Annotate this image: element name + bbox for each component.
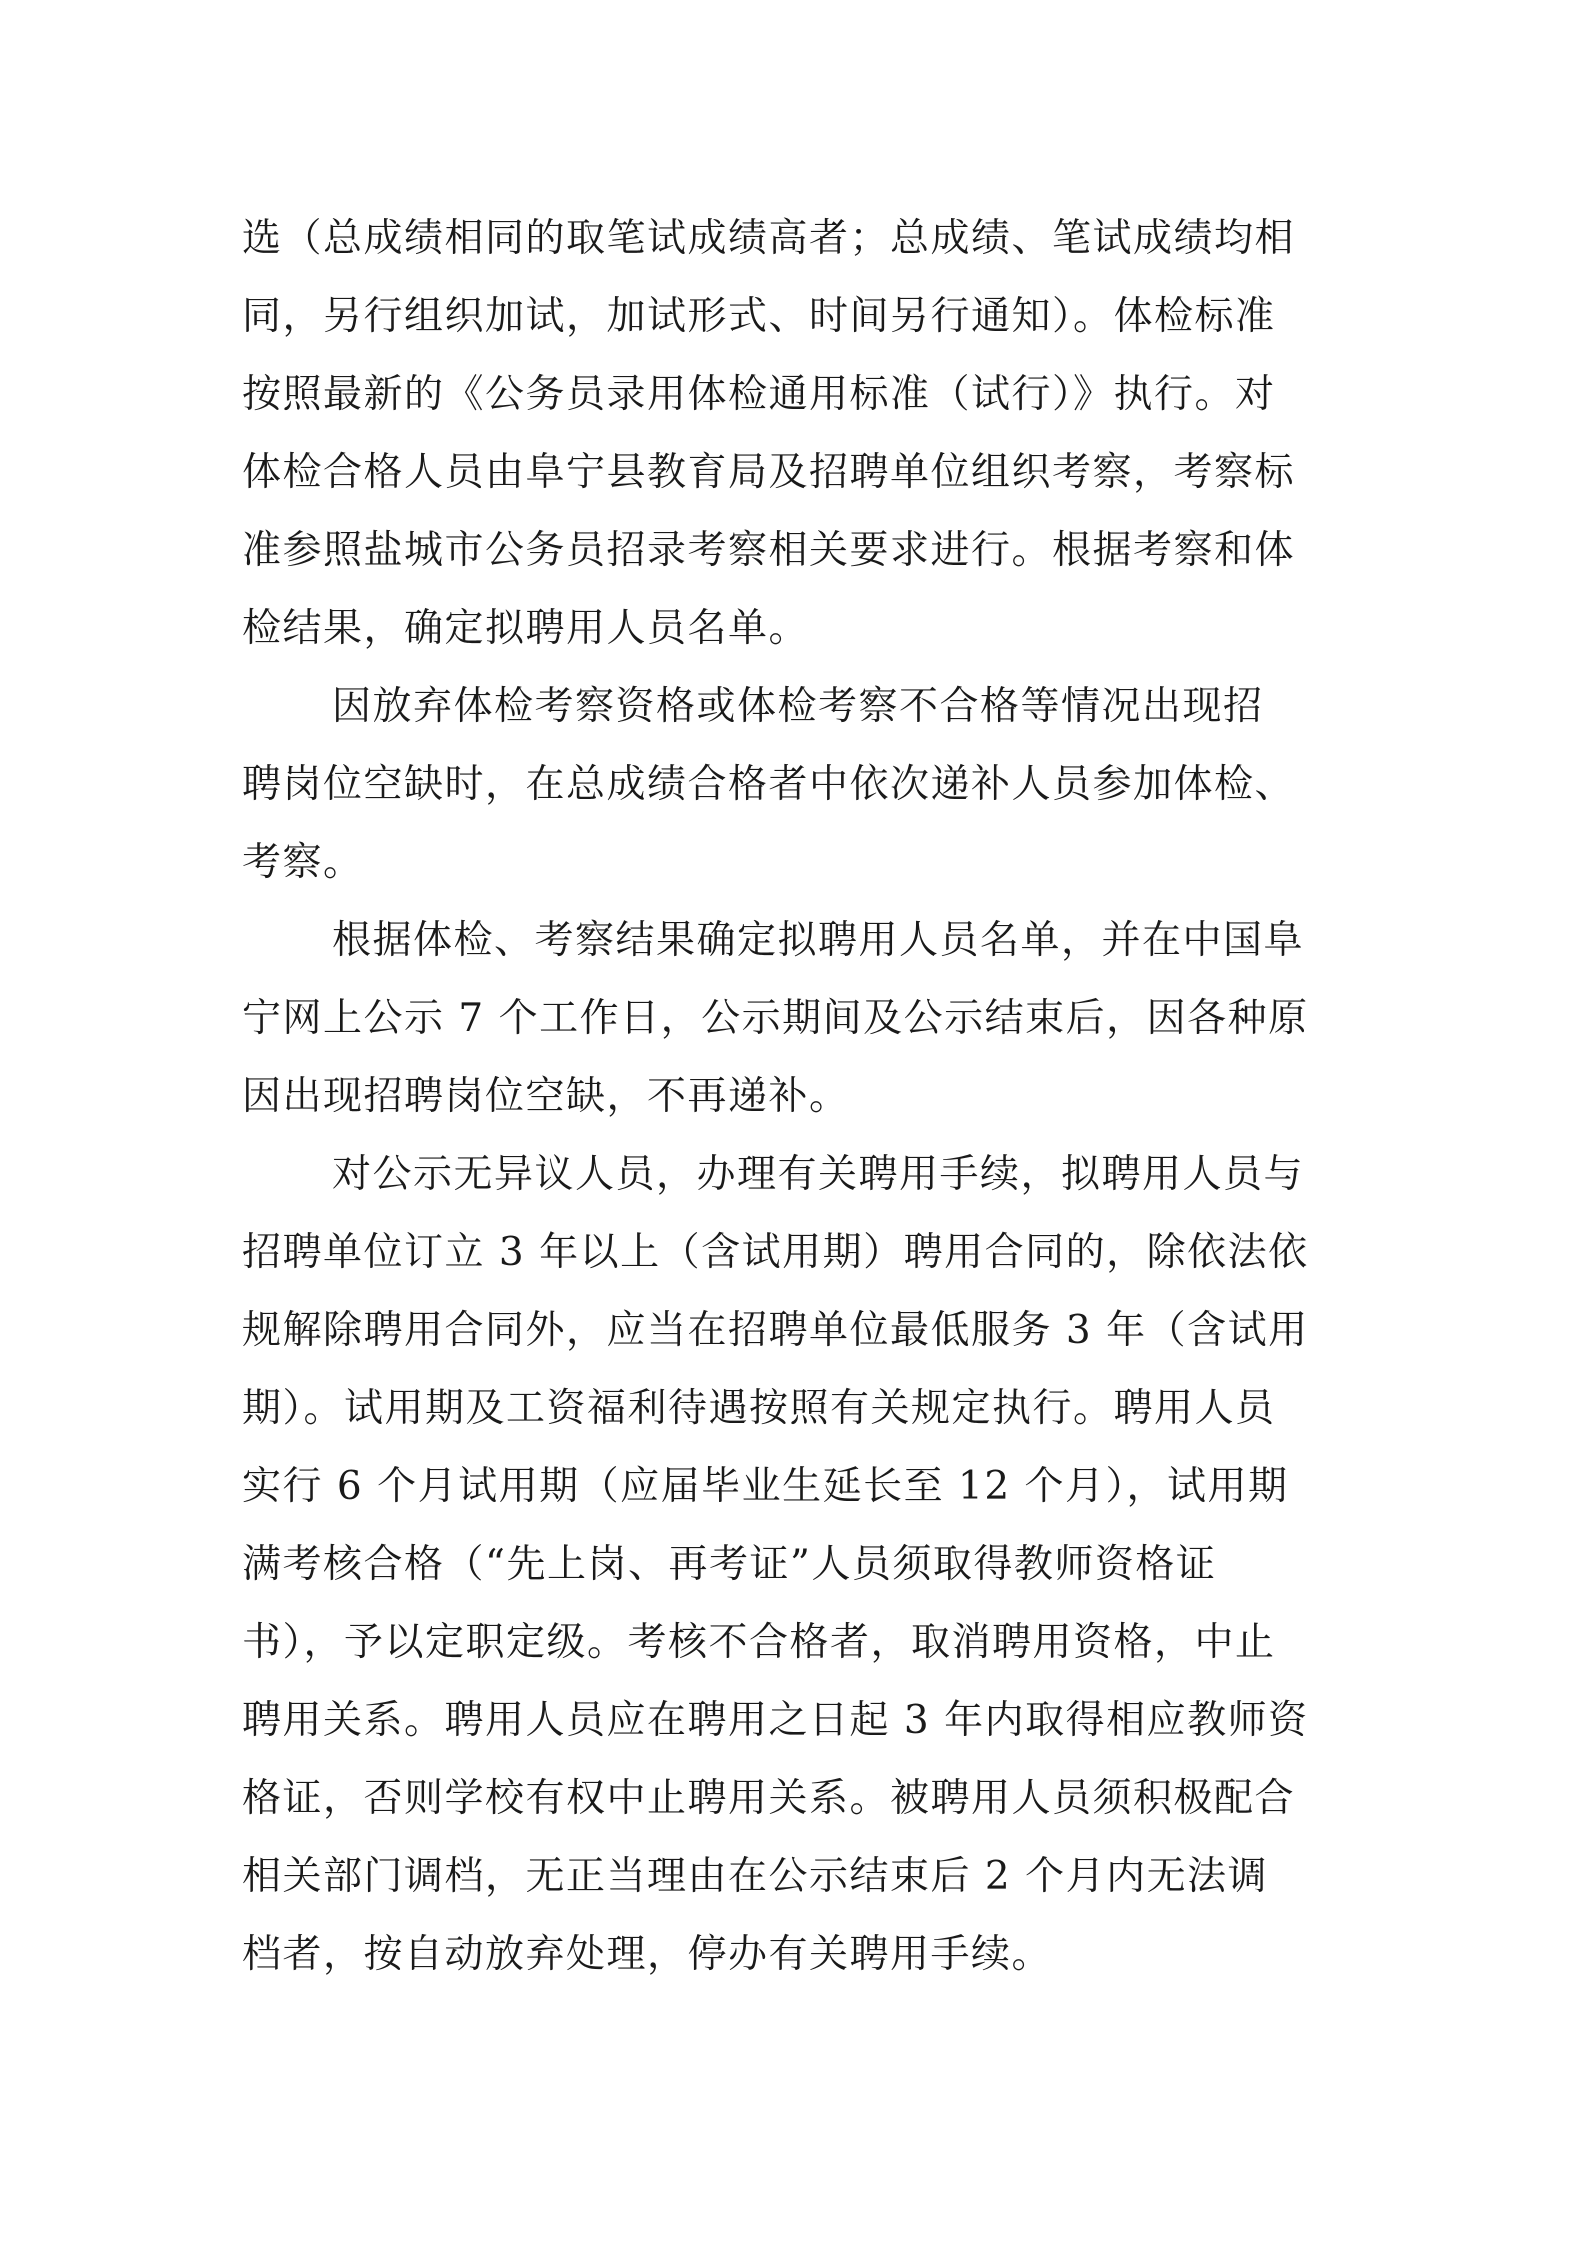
- text-line: 招聘单位订立 3 年以上（含试用期）聘用合同的，除依法依: [242, 1230, 1309, 1275]
- text-line: 对公示无异议人员，办理有关聘用手续，拟聘用人员与: [332, 1152, 1305, 1197]
- text-line: 按照最新的《公务员录用体检通用标准（试行）》执行。对: [242, 372, 1276, 417]
- text-line: 实行 6 个月试用期（应届毕业生延长至 12 个月），试用期: [242, 1464, 1289, 1509]
- text-line: 体检合格人员由阜宁县教育局及招聘单位组织考察，考察标: [242, 450, 1296, 495]
- text-line: 准参照盐城市公务员招录考察相关要求进行。根据考察和体: [242, 528, 1296, 573]
- text-line: 满考核合格（“先上岗、再考证”人员须取得教师资格证: [242, 1542, 1217, 1587]
- text-line: 因放弃体检考察资格或体检考察不合格等情况出现招: [332, 684, 1264, 729]
- text-line: 规解除聘用合同外，应当在招聘单位最低服务 3 年（含试用: [242, 1308, 1309, 1353]
- text-line: 根据体检、考察结果确定拟聘用人员名单，并在中国阜: [332, 918, 1305, 963]
- text-line: 书），予以定职定级。考核不合格者，取消聘用资格，中止: [242, 1620, 1276, 1665]
- text-line: 检结果，确定拟聘用人员名单。: [242, 606, 810, 651]
- text-line: 宁网上公示 7 个工作日，公示期间及公示结束后，因各种原: [242, 996, 1309, 1041]
- text-line: 格证，否则学校有权中止聘用关系。被聘用人员须积极配合: [242, 1776, 1296, 1821]
- document-body: [242, 200, 1352, 1994]
- text-line: 档者，按自动放弃处理，停办有关聘用手续。: [242, 1932, 1053, 1977]
- text-line: 考察。: [242, 840, 364, 885]
- text-line: 聘用关系。聘用人员应在聘用之日起 3 年内取得相应教师资: [242, 1698, 1309, 1743]
- text-line: 期）。试用期及工资福利待遇按照有关规定执行。聘用人员: [242, 1386, 1276, 1431]
- text-line: 同，另行组织加试，加试形式、时间另行通知）。体检标准: [242, 294, 1276, 339]
- text-line: 选（总成绩相同的取笔试成绩高者；总成绩、笔试成绩均相: [242, 216, 1296, 261]
- text-line: 因出现招聘岗位空缺，不再递补。: [242, 1074, 850, 1119]
- text-line: 聘岗位空缺时，在总成绩合格者中依次递补人员参加体检、: [242, 762, 1296, 807]
- text-line: 相关部门调档，无正当理由在公示结束后 2 个月内无法调: [242, 1854, 1269, 1899]
